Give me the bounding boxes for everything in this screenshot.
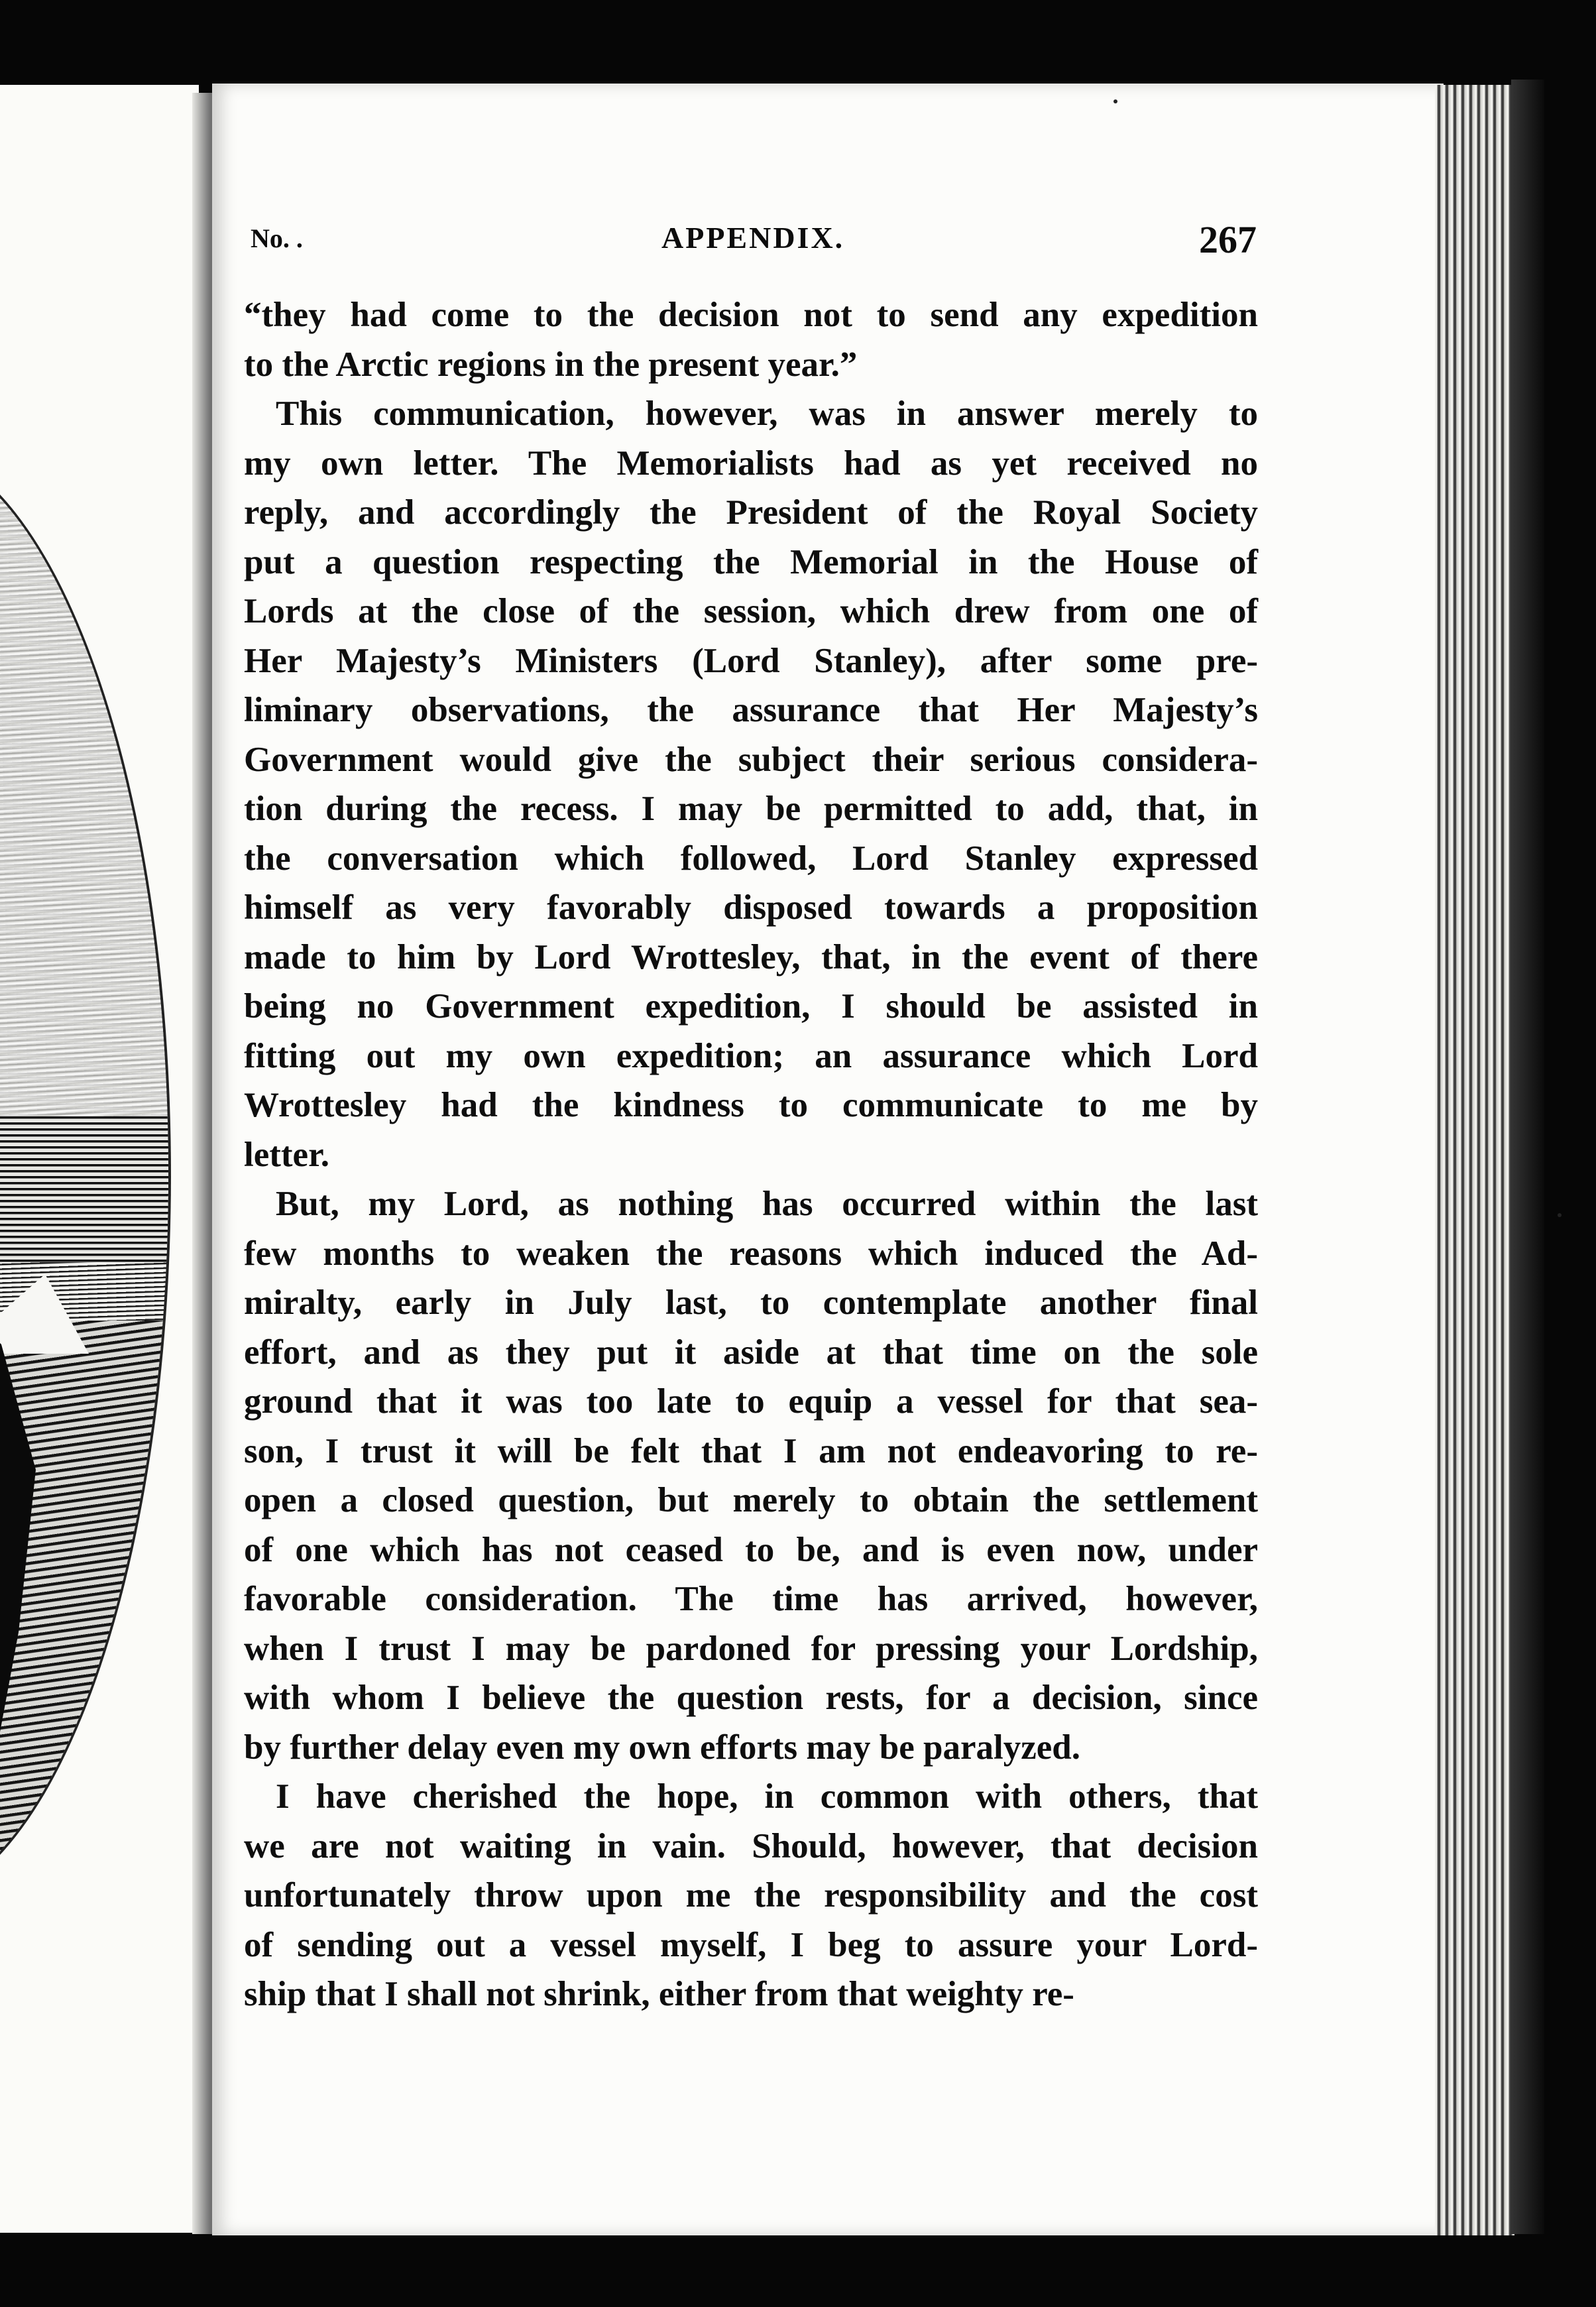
text-line: open a closed question, but merely to obtain the settlement bbox=[244, 1481, 1258, 1519]
text-line: ship that I shall not shrink, either from that weighty re- bbox=[244, 1975, 1074, 2013]
text-line: Lords at the close of the session, which drew from one of bbox=[244, 592, 1258, 630]
text-line: the conversation which followed, Lord Stanley expressed bbox=[244, 839, 1258, 878]
paragraph bbox=[244, 389, 1258, 1179]
text-line: with whom I believe the question rests, for a decision, since bbox=[244, 1679, 1258, 1717]
engraving-sea bbox=[0, 1321, 168, 1904]
text-line: few months to weaken the reasons which induced the Ad- bbox=[244, 1234, 1258, 1273]
text-line: letter. bbox=[244, 1135, 329, 1174]
engraving-sky bbox=[0, 445, 168, 1116]
text-line: tion during the recess. I may be permitted to add, that, in bbox=[244, 790, 1258, 828]
text-line: I have cherished the hope, in common with others, that bbox=[276, 1777, 1258, 1816]
text-line: This communication, however, was in answer merely to bbox=[276, 394, 1258, 433]
text-line: to the Arctic regions in the present year.” bbox=[244, 345, 858, 384]
facing-page bbox=[0, 85, 199, 2233]
text-line: favorable consideration. The time has arrived, however, bbox=[244, 1580, 1258, 1618]
text-line: miralty, early in July last, to contemplate another final bbox=[244, 1283, 1258, 1322]
text-line: “they had come to the decision not to send any expedition bbox=[244, 296, 1258, 334]
text-line: my own letter. The Memorialists had as yet received no bbox=[244, 444, 1258, 483]
text-line: we are not waiting in vain. Should, however, that decision bbox=[244, 1826, 1258, 1865]
engraving-iceberg bbox=[0, 1274, 89, 1354]
text-line: when I trust I may be pardoned for pressing your Lordship, bbox=[244, 1629, 1258, 1668]
text-line: by further delay even my own efforts may be paralyzed. bbox=[244, 1728, 1081, 1767]
ink-speck bbox=[1113, 99, 1117, 103]
text-line: Government would give the subject their serious considera- bbox=[244, 740, 1258, 779]
page-edge-shadow bbox=[1511, 80, 1544, 2234]
engraving-horizon bbox=[0, 1116, 168, 1262]
text-line: effort, and as they put it aside at that time on the sole bbox=[244, 1332, 1258, 1372]
number-label: No. . bbox=[251, 223, 303, 253]
text-line: Wrottesley had the kindness to communicate to me by bbox=[244, 1086, 1258, 1124]
text-line: put a question respecting the Memorial in the House of bbox=[244, 542, 1258, 581]
text-line: being no Government expedition, I should be assisted in bbox=[244, 987, 1258, 1026]
text-line: fitting out my own expedition; an assurance which Lord bbox=[244, 1036, 1258, 1075]
paragraph bbox=[244, 1772, 1258, 2019]
text-line: of sending out a vessel myself, I beg to assure your Lord- bbox=[244, 1925, 1258, 1964]
text-line: ground that it was too late to equip a vessel for that sea- bbox=[244, 1382, 1258, 1421]
text-line: liminary observations, the assurance that Her Majesty’s bbox=[244, 691, 1258, 729]
ink-speck bbox=[1558, 1213, 1562, 1217]
text-line: unfortunately throw upon me the responsibility and the cost bbox=[244, 1876, 1258, 1915]
text-line: of one which has not ceased to be, and is even now, under bbox=[244, 1530, 1258, 1569]
paragraph bbox=[244, 290, 1258, 389]
text-line: himself as very favorably disposed towards a proposition bbox=[244, 888, 1258, 927]
engraving-illustration bbox=[0, 443, 171, 1907]
section-title: APPENDIX. bbox=[661, 221, 845, 255]
text-line: But, my Lord, as nothing has occurred within the last bbox=[276, 1185, 1258, 1223]
text-line: Her Majesty’s Ministers (Lord Stanley), after some pre- bbox=[244, 641, 1258, 680]
text-line: son, I trust it will be felt that I am not endeavoring to re- bbox=[244, 1431, 1258, 1470]
running-head bbox=[251, 217, 1257, 264]
text-line: made to him by Lord Wrottesley, that, in the event of there bbox=[244, 937, 1258, 976]
body-text bbox=[244, 290, 1258, 2019]
page-number: 267 bbox=[1199, 218, 1257, 261]
paragraph bbox=[244, 1179, 1258, 1772]
text-line: reply, and accordingly the President of the Royal Society bbox=[244, 493, 1258, 532]
page-fore-edge bbox=[1435, 85, 1514, 2235]
